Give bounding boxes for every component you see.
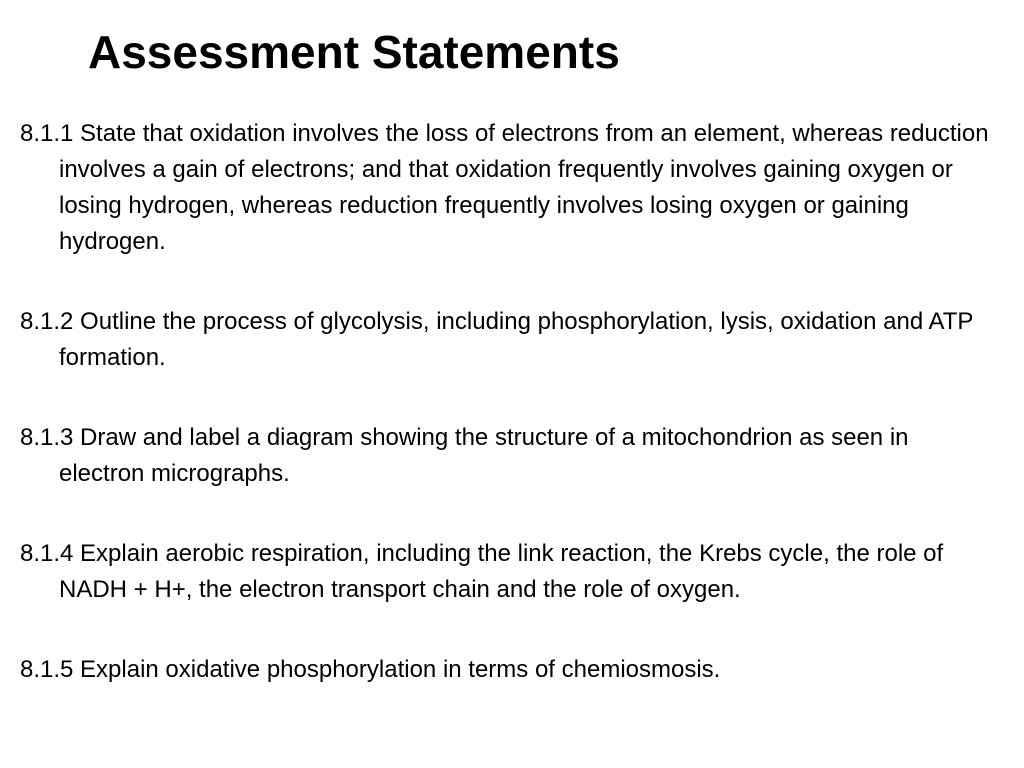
statement-8-1-3: 8.1.3 Draw and label a diagram showing the structure of a mitochondrion as seen in electron micrographs. <box>20 424 909 487</box>
statement-8-1-2: 8.1.2 Outline the process of glycolysis, including phosphorylation, lysis, oxidation and ATP formation. <box>20 308 973 371</box>
statement-8-1-4: 8.1.4 Explain aerobic respiration, including the link reaction, the Krebs cycle, the role of NADH + H+, the electron transport chain and the role of oxygen. <box>20 540 944 603</box>
slide-title: Assessment Statements <box>88 26 620 78</box>
statement-8-1-5: 8.1.5 Explain oxidative phosphorylation in terms of chemiosmosis. <box>20 656 721 683</box>
statement-8-1-1: 8.1.1 State that oxidation involves the loss of electrons from an element, whereas reduction involves a gain of electrons; and that oxidation frequently involves gaining oxygen or losing hydrogen, whereas reduction frequently involves losing oxygen or gaining hydrogen. <box>20 120 989 255</box>
statement-list <box>20 116 1000 688</box>
